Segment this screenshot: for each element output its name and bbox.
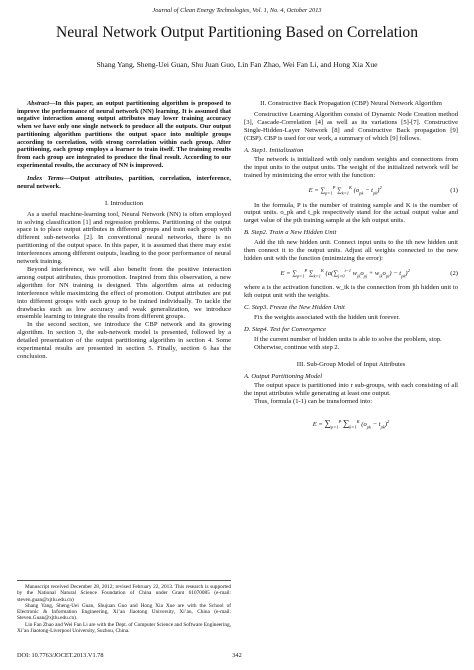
equation-2-number: (2) — [450, 269, 458, 277]
equation-1-expression: $E = \sum_{p=1}^P$ $\sum_{k=1}^K$ $(o_{pk} - t_{pk})^2$ — [308, 185, 382, 196]
index-terms-text: —Output attributes, partition, correlation, interference, neural network. — [17, 175, 231, 191]
right-column — [244, 100, 458, 444]
index-terms-label: Index Terms — [27, 175, 64, 183]
subgroup-paragraph: The output space is partitioned into r sub-groups, with each consisting of all the input attributes while generating at least one output. — [244, 382, 458, 398]
journal-header: Journal of Clean Energy Technologies, Vol. 1, No. 4, October 2013 — [152, 7, 322, 14]
equation-2 — [244, 267, 458, 280]
subsection-heading-step1: A. Step1. Initialization — [244, 146, 304, 154]
footnote: Lin Fan Zhao and Wei Fan Li are with the Dept. of Computer Science and Software Engineering, Xi’an Jiaotong-Liverpool University, Suzhou, China. — [17, 621, 231, 635]
abstract — [17, 100, 231, 169]
doi: DOI: 10.7763/JOCET.2013.V1.78 — [17, 652, 104, 659]
subgroup-paragraph: Thus, formula (1-1) can be transformed into: — [254, 398, 373, 406]
eq2-explanation: where a is the activation function. w_ik is the connection from jth hidden unit to kth output unit with the weights. — [244, 284, 458, 300]
step2-paragraph: Add the ith new hidden unit. Connect input units to the ith new hidden unit then connect it to the output units. Adjust all weights connected to the new hidden unit with the function (minimizing the error): — [244, 239, 458, 262]
section-heading-cbp: II. Constructive Back Propagation (CBP) Neural Network Algorithm — [260, 100, 442, 107]
intro-paragraph: As a useful machine-learning tool, Neural Network (NN) is often employed in solving classification [1] and regression problems. Partitioning of the output space is to place output attributes in different groups and train each group with different sub-networks [2]. In conventional neural networks, there is no partitioning of the output space. In this paper, it is assumed that there may exist interferences among different outputs, leading to the poor performance of neural network training. — [17, 210, 231, 266]
equation-1-number: (1) — [450, 186, 458, 194]
subsection-heading-output-partitioning: A. Output Partitioning Model — [244, 372, 323, 380]
footnote: Shang Yang, Sheng-Uei Guan, Shujuan Guo and Hong Xia Xue are with the School of Electronic & Information Engineering, Xi’an Jiaotong University, Xi’an, China (e-mail: Steven.Guan@xjtlu.edu.cn). — [17, 602, 231, 622]
cbp-paragraph: Constructive Learning Algorithm consist of Dynamic Node Creation method [3], Cascade-Correlation [4] as well as its variations [5]-[7]. Constructive Single-Hidden-Layer Network [8] and Constructive Back propagation [9] (CBP). CBP is used for our work, a summary of which [9] follows. — [244, 110, 458, 142]
step1-paragraph: The network is initialized with only random weights and connections from the input units to the output units. The weight of the initialized network will be trained by minimizing the error with the function: — [244, 156, 458, 180]
section-heading-subgroup: III. Sub-Group Model of Input Attributes — [296, 360, 406, 368]
abstract-text: —In this paper, an output partitioning algorithm is proposed to improve the performance of neural network (NN) learning. It is assumed that negative interaction among output attributes may lower training accuracy when we have only one single network to produce all the outputs. Our output partitioning algorithm partitions the output space into multiple groups according to correlation, with strong correlation within each group. After partitioning, each group employs a learner to train itself. The training results from each group are integrated to produce the final result. According to our experimental results, the accuracy of NN is improved. — [17, 100, 231, 169]
equation-3 — [244, 410, 458, 440]
intro-paragraph: In the second section, we introduce the CBP network and its growing algorithm. In section 3, the sub-network model is presented, followed by a detailed presentation of the output partitioning algorithm in section 4. Some experimental results are presented in section 5. Finally, section 6 has the conclusion. — [17, 321, 231, 360]
footnote: Manuscript received December 28, 2012; revised February 22, 2013. This research is supported by the National Natural Science Foundation of China under Grant 61070085 (e-mail: steven.guan@xjtlu.edu.cn) — [17, 584, 231, 603]
step4-paragraph: If the current number of hidden units is able to solve the problem, stop. — [254, 335, 442, 343]
equation-1 — [244, 184, 458, 197]
step4-paragraph: Otherwise, continue with step 2. — [254, 343, 340, 351]
subsection-heading-step2: B. Step2. Train a New Hidden Unit — [244, 229, 337, 237]
eq1-explanation: In the formula, P is the number of training sample and K is the number of output units. o_pk and t_pk respectively stand for the actual output value and target value of the pth training sample at the kth output units. — [244, 201, 458, 225]
section-heading-introduction: I. Introduction — [104, 199, 144, 207]
paper-title: Neural Network Output Partitioning Based on Correlation — [55, 24, 419, 41]
left-column — [17, 100, 231, 361]
intro-paragraph: Beyond interference, we will also benefit from the positive interaction among output attributes, thus promotion. Inspired from this observation, a new algorithm for NN training is designed. This algorithm aims at reducing interference while maximizing the effect of promotion. Output attributes are put into different groups with each group to be trained individually. To tackle the drawbacks such as low accuracy and weak generalization, we introduce ensemble learning to integrate the results from different groups. — [17, 265, 231, 321]
author-list: Shang Yang, Sheng-Uei Guan, Shu Juan Guo, Lin Fan Zhao, Wei Fan Li, and Hong Xia Xue — [96, 60, 378, 69]
abstract-label: Abstract — [27, 100, 50, 107]
step3-paragraph: Fix the weights associated with the hidden unit forever. — [254, 314, 400, 322]
index-terms — [17, 175, 231, 190]
subsection-heading-step4: D. Step4. Test for Convergence — [244, 325, 326, 333]
footnotes — [17, 580, 231, 634]
equation-2-expression: $E = \sum_{p=1}^P$ $\sum_{k=1}^K$ ($a(\sum_{j=0}^{i-1}$ $w_{jk}o_{pj} + w_{ik}o_{pi}) - t_{pk})^2$ — [280, 267, 410, 279]
page-number: 342 — [232, 652, 242, 659]
subsection-heading-step3: C. Step3. Freeze the New Hidden Unit — [244, 304, 345, 312]
equation-3-expression: $E = \sum_{p=1}^P$ $\sum_{k=1}^K$ $(o_{pk} - t_{pk})^2$ — [312, 418, 390, 430]
